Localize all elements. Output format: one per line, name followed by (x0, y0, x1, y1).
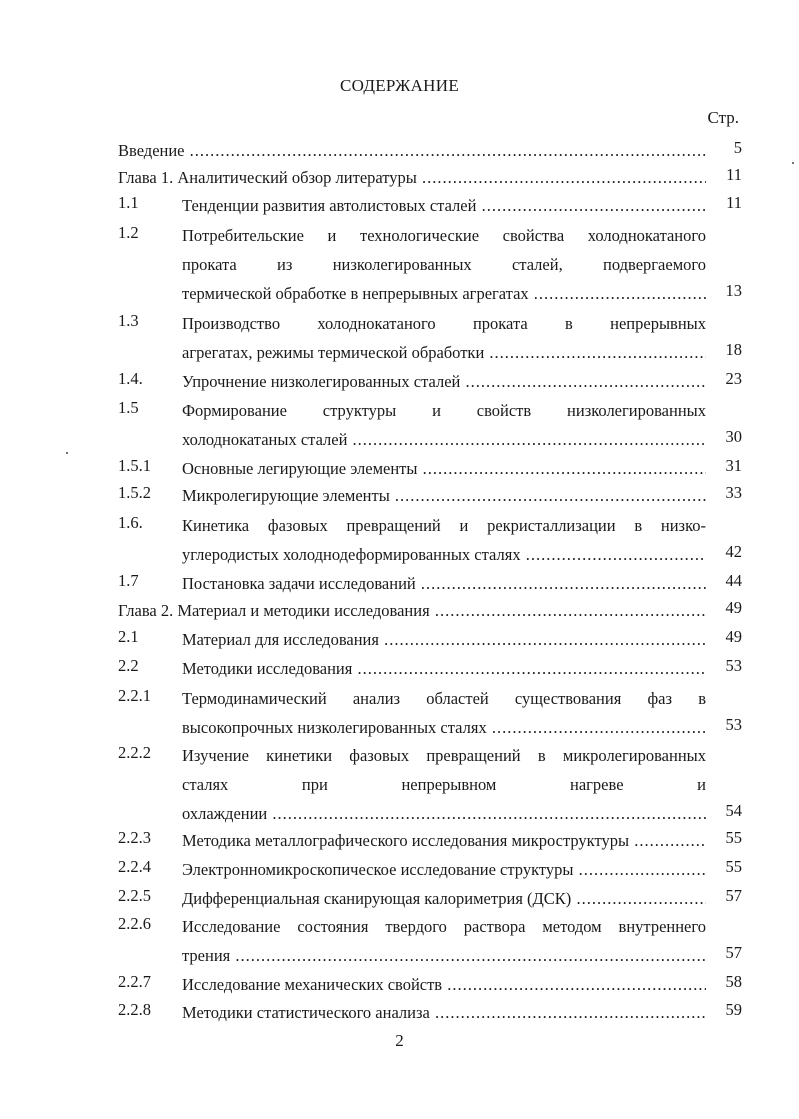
toc-entry-number: 1.3 (118, 311, 139, 330)
toc-entry-title: проката из низколегированных сталей, подвергаемого (182, 255, 706, 274)
toc-entry-title: Микролегирующие элементы ..... (182, 483, 706, 508)
toc-entry-page: 58 (725, 972, 742, 991)
toc-entry-number: 1.1 (118, 193, 139, 212)
toc-entry-title: высокопрочных низколегированных сталях ..... (182, 715, 706, 740)
toc-entry-number: 2.2.5 (118, 886, 151, 905)
toc-entry-page: 49 (725, 598, 742, 617)
toc-entry-title: Тенденции развития автолистовых сталей ..... (182, 193, 706, 218)
toc-entry-number: 1.5.2 (118, 483, 151, 502)
toc-entry-number: 1.4. (118, 369, 143, 388)
toc-entry-page: 33 (725, 483, 742, 502)
toc-entry-title: агрегатах, режимы термической обработки ..... (182, 340, 706, 365)
toc-entry-title: Потребительские и технологические свойства холоднокатаного (182, 226, 706, 245)
toc-entry-number: 1.5 (118, 398, 139, 417)
toc-entry-page: 31 (725, 456, 742, 475)
toc-entry-title: Производство холоднокатаного проката в непрерывных (182, 314, 706, 333)
toc-entry-page: 11 (726, 193, 742, 212)
toc-entry-title: трения ..... (182, 943, 706, 968)
toc-entry-number: 2.2.7 (118, 972, 151, 991)
toc-entry-number: 2.2.4 (118, 857, 151, 876)
toc-entry-title: Кинетика фазовых превращений и рекристаллизации в низко- (182, 516, 706, 535)
toc-entry-number: 2.2.1 (118, 686, 151, 705)
toc-entry-title: Исследование механических свойств ..... (182, 972, 706, 997)
toc-entry-title: Формирование структуры и свойств низколегированных (182, 401, 706, 420)
toc-entry-title: Упрочнение низколегированных сталей ..... (182, 369, 706, 394)
toc-entry-page: 55 (725, 857, 742, 876)
toc-entry-number: 2.2.6 (118, 914, 151, 933)
toc-entry-title: Изучение кинетики фазовых превращений в микролегированных (182, 746, 706, 765)
toc-entry-page: 59 (725, 1000, 742, 1019)
toc-entry-page: 44 (725, 571, 742, 590)
toc-entry-title: холоднокатаных сталей ..... (182, 427, 706, 452)
page-column-label: Стр. (707, 108, 739, 127)
toc-entry-number: 2.2.8 (118, 1000, 151, 1019)
toc-entry-page: 11 (726, 165, 742, 184)
toc-entry-page: 42 (725, 542, 742, 561)
toc-entry-number: 2.2.2 (118, 743, 151, 762)
toc-entry-page: 49 (725, 627, 742, 646)
page-number: 2 (395, 1031, 404, 1050)
toc-entry-title: Глава 2. Материал и методики исследования ..... (118, 598, 706, 623)
toc-entry-page: 13 (725, 281, 742, 300)
toc-entry-number: 1.2 (118, 223, 139, 242)
toc-entry-title: Методики статистического анализа ..... (182, 1000, 706, 1025)
toc-entry-number: 2.2 (118, 656, 139, 675)
toc-entry-title: охлаждении ..... (182, 801, 706, 826)
toc-entry-title: термической обработке в непрерывных агрегатах ..... (182, 281, 706, 306)
toc-entry-title: Глава 1. Аналитический обзор литературы ..... (118, 165, 706, 190)
toc-entry-title: Постановка задачи исследований ..... (182, 571, 706, 596)
toc-entry-page: 55 (725, 828, 742, 847)
toc-entry-number: 2.2.3 (118, 828, 151, 847)
toc-entry-number: 1.6. (118, 513, 143, 532)
toc-entry-title: Исследование состояния твердого раствора методом внутреннего (182, 917, 706, 936)
toc-entry-page: 53 (725, 656, 742, 675)
scan-speck (792, 162, 794, 164)
toc-entry-page: 57 (725, 943, 742, 962)
page-title: СОДЕРЖАНИЕ (339, 76, 460, 95)
toc-entry-number: 1.7 (118, 571, 139, 590)
toc-entry-title: углеродистых холоднодеформированных сталях ..... (182, 542, 706, 567)
toc-entry-page: 23 (725, 369, 742, 388)
toc-entry-title: Введение ..... (118, 138, 706, 163)
toc-entry-page: 18 (725, 340, 742, 359)
toc-entry-title: Дифференциальная сканирующая калориметрия (ДСК) ..... (182, 886, 706, 911)
toc-entry-number: 1.5.1 (118, 456, 151, 475)
toc-entry-page: 54 (725, 801, 742, 820)
toc-entry-title: Электронномикроскопическое исследование структуры ..... (182, 857, 706, 882)
toc-entry-title: сталях при непрерывном нагреве и (182, 775, 706, 794)
toc-entry-page: 57 (725, 886, 742, 905)
toc-entry-title: Материал для исследования ..... (182, 627, 706, 652)
toc-entry-title: Термодинамический анализ областей существования фаз в (182, 689, 706, 708)
toc-entry-page: 30 (725, 427, 742, 446)
toc-entry-page: 5 (733, 138, 742, 157)
toc-entry-number: 2.1 (118, 627, 139, 646)
toc-entry-title: Основные легирующие элементы ..... (182, 456, 706, 481)
toc-entry-title: Методика металлографического исследования микроструктуры ..... (182, 828, 706, 853)
toc-entry-title: Методики исследования ..... (182, 656, 706, 681)
scan-speck (66, 452, 68, 454)
toc-entry-page: 53 (725, 715, 742, 734)
